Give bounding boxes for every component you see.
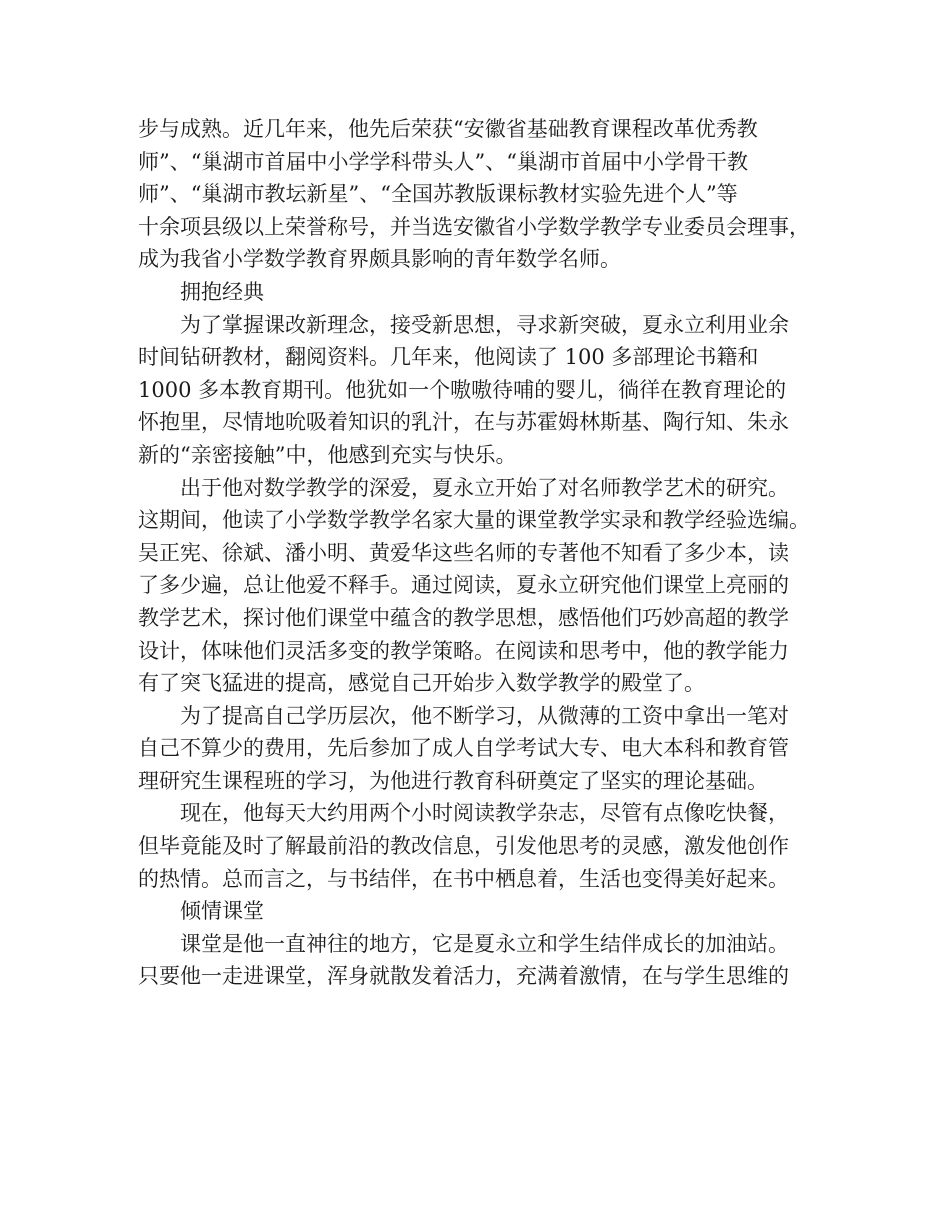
text-line: 自己不算少的费用，先后参加了成人自学考试大专、电大本科和教育管 <box>138 736 789 761</box>
text-line: 倾情课堂 <box>180 899 264 924</box>
text-line: 为了提高自己学历层次，他不断学习，从微薄的工资中拿出一笔对 <box>180 703 789 728</box>
text-line: 现在，他每天大约用两个小时阅读教学杂志，尽管有点像吃快餐， <box>180 801 789 826</box>
text-line: 时间钻研教材，翻阅资料。几年来，他阅读了 100 多部理论书籍和 <box>138 345 759 370</box>
text-line: 教学艺术，探讨他们课堂中蕴含的教学思想，感悟他们巧妙高超的教学 <box>138 605 789 630</box>
text-line: 理研究生课程班的学习，为他进行教育科研奠定了坚实的理论基础。 <box>138 768 768 793</box>
text-line: 这期间，他读了小学数学教学名家大量的课堂教学实录和教学经验选编。 <box>138 508 810 533</box>
body-text <box>138 113 814 993</box>
text-line: 拥抱经典 <box>180 279 264 304</box>
text-line: 但毕竟能及时了解最前沿的教改信息，引发他思考的灵感，激发他创作 <box>138 834 789 859</box>
text-line: 1000 多本教育期刊。他犹如一个嗷嗷待哺的婴儿，徜徉在教育理论的 <box>138 377 787 402</box>
text-line: 步与成熟。近几年来，他先后荣获“安徽省基础教育课程改革优秀教 <box>138 117 758 141</box>
text-line: 吴正宪、徐斌、潘小明、黄爱华这些名师的专著他不知看了多少本，读 <box>138 540 789 565</box>
text-line: 有了突飞猛进的提高，感觉自己开始步入数学教学的殿堂了。 <box>138 671 705 696</box>
text-line: 出于他对数学教学的深爱，夏永立开始了对名师教学艺术的研究。 <box>180 475 789 500</box>
text-line: 成为我省小学数学教育界颇具影响的青年数学名师。 <box>138 247 621 272</box>
text-line: 师”、“巢湖市教坛新星”、“全国苏教版课标教材实验先进个人”等 <box>138 182 738 207</box>
text-line: 师”、“巢湖市首届中小学学科带头人”、“巢湖市首届中小学骨干教 <box>138 149 748 174</box>
text-line: 课堂是他一直神往的地方，它是夏永立和学生结伴成长的加油站。 <box>180 931 789 956</box>
text-line: 新的“亲密接触”中，他感到充实与快乐。 <box>138 442 517 467</box>
text-line: 的热情。总而言之，与书结伴，在书中栖息着，生活也变得美好起来。 <box>138 866 789 891</box>
text-line: 十余项县级以上荣誉称号，并当选安徽省小学数学教学专业委员会理事， <box>138 214 810 239</box>
text-line: 为了掌握课改新理念，接受新思想，寻求新突破，夏永立利用业余 <box>180 312 789 337</box>
text-line: 了多少遍，总让他爱不释手。通过阅读，夏永立研究他们课堂上亮丽的 <box>138 573 789 598</box>
text-line: 只要他一走进课堂，浑身就散发着活力，充满着激情，在与学生思维的 <box>138 964 789 989</box>
text-line: 设计，体味他们灵活多变的教学策略。在阅读和思考中，他的教学能力 <box>138 638 789 663</box>
text-line: 怀抱里，尽情地吮吸着知识的乳汁，在与苏霍姆林斯基、陶行知、朱永 <box>138 410 789 435</box>
